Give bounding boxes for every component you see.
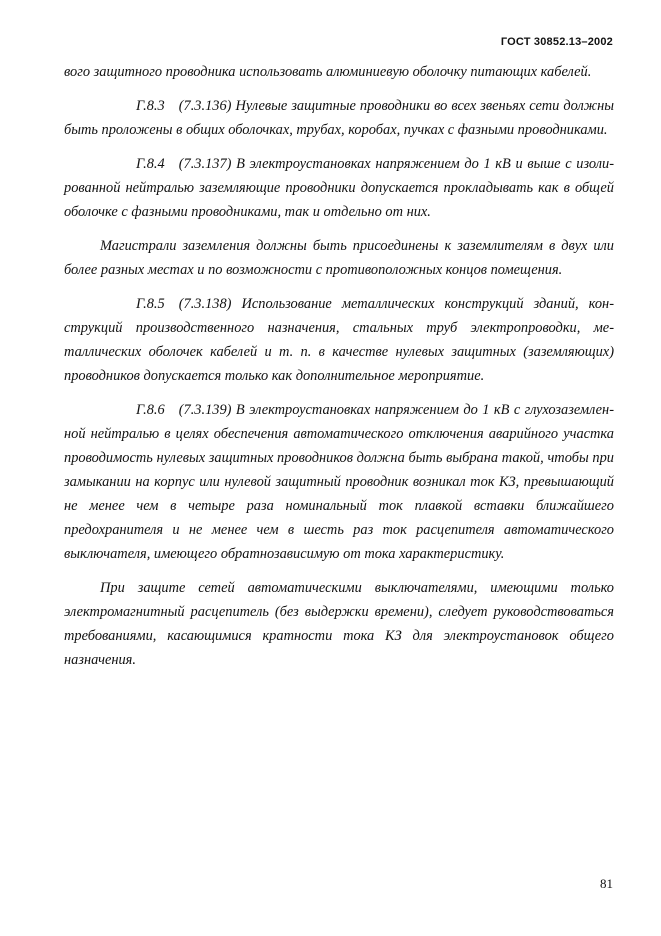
clause-g-8-4 (64, 152, 614, 224)
page-header-standard: ГОСТ 30852.13–2002 (500, 36, 613, 48)
clause-g-8-5 (64, 292, 614, 388)
clause-g-8-3 (64, 94, 614, 142)
clause-text: (7.3.136) Нулевые защитные проводники во всех звеньях сети должны быть проложены в общих оболочках, трубах, коробах, пучках с фазными проводниками. (64, 98, 614, 138)
paragraph-text: вого защитного проводника использовать алюминиевую оболочку питающих кабелей. (64, 64, 592, 80)
clause-text: (7.3.137) В электроустановках напряжением до 1 кВ и выше с изолированной нейтралью заземляющие проводники допускается прокладывать как в общей оболочке с фазными проводниками, так и отдельно от них. (64, 156, 614, 220)
clause-text: (7.3.138) Использование металлических конструкций зданий, конструкций производственного назначения, стальных труб электропроводки, металлических оболочек кабелей и т. п. в качестве нулевых защитных (заземляющих) проводников допускается только как дополнительное мероприятие. (64, 296, 614, 384)
paragraph-text: При защите сетей автоматическими выключателями, имеющими только электромагнитный расцепитель (без выдержки времени), следует руководствоваться требованиями, касающимися кратности тока КЗ для электроустановок общего назначения. (64, 580, 614, 668)
paragraph-text: Магистрали заземления должны быть присоединены к заземлителям в двух или более разных местах и по возможности с противоположных концов помещения. (64, 238, 614, 278)
paragraph-continuation (64, 60, 614, 84)
paragraph-circuit-breakers (64, 576, 614, 672)
clause-number: Г.8.6 (136, 402, 165, 418)
clause-number: Г.8.4 (136, 156, 165, 172)
clause-number: Г.8.3 (136, 98, 165, 114)
document-body (64, 60, 614, 682)
clause-number: Г.8.5 (136, 296, 165, 312)
page-number: 81 (600, 876, 613, 891)
clause-text: (7.3.139) В электроустановках напряжением до 1 кВ с глухозаземленной нейтралью в целях обеспечения автоматического отключения аварийного участка проводимость нулевых защитных проводников должна быть выбрана такой, чтобы при замыкании на корпус или нулевой защитный проводник возникал ток КЗ, превышающий не менее чем в четыре раза номинальный ток плавкой вставки ближайшего предохранителя и не менее чем в шесть раз ток расцепителя автоматического выключателя, имеющего обратнозависимую от тока характеристику. (64, 402, 614, 562)
clause-g-8-6 (64, 398, 614, 566)
paragraph-grounding-mains (64, 234, 614, 282)
